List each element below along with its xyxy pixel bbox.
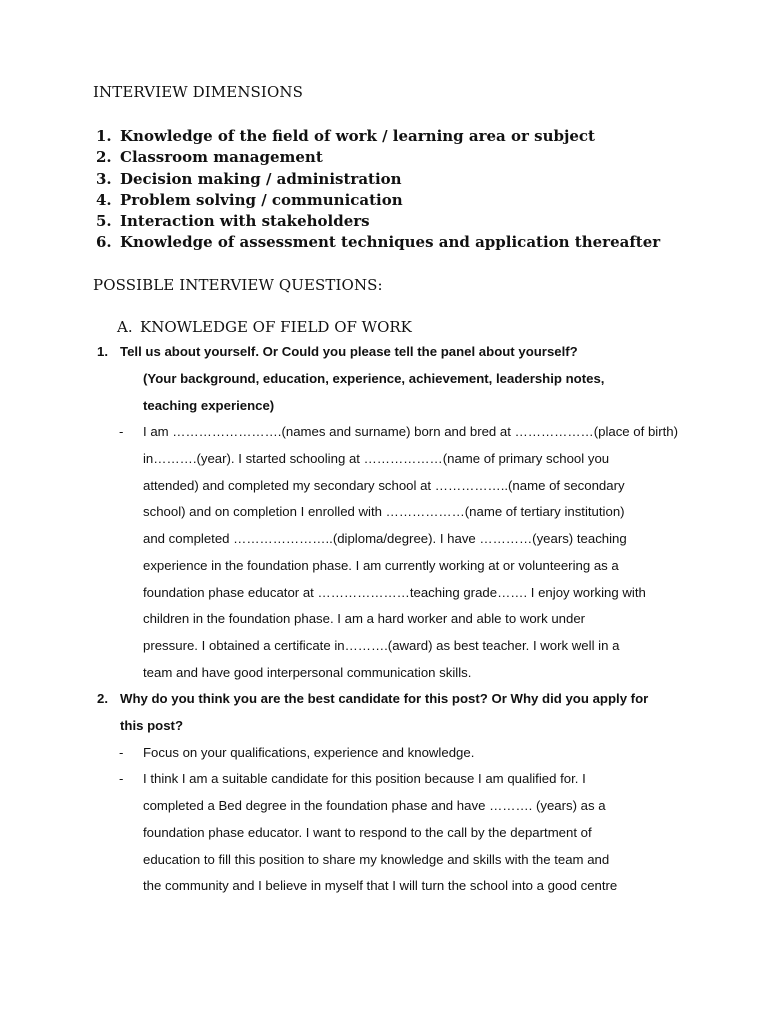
answer-line: team and have good interpersonal communication skills. bbox=[143, 665, 472, 680]
list-item: 4. Problem solving / communication bbox=[96, 190, 403, 209]
page-title: INTERVIEW DIMENSIONS bbox=[93, 83, 303, 101]
answer-line: the community and I believe in myself that I will turn the school into a good centre bbox=[143, 878, 618, 893]
answer-line: pressure. I obtained a certificate in……….(award) as best teacher. I work well in a bbox=[143, 638, 620, 653]
question-2-continued: this post? bbox=[120, 718, 184, 733]
answer-line: completed a Bed degree in the foundation phase and have ………. (years) as a bbox=[143, 798, 606, 813]
answer-point: Focus on your qualifications, experience and knowledge. bbox=[143, 745, 475, 760]
answer-line: school) and on completion I enrolled with ………………(name of tertiary institution) bbox=[143, 504, 625, 519]
questions-heading: POSSIBLE INTERVIEW QUESTIONS: bbox=[93, 276, 383, 294]
answer-line: foundation phase educator at …………………teaching grade……. I enjoy working with bbox=[143, 585, 646, 600]
list-item: 5. Interaction with stakeholders bbox=[96, 212, 370, 231]
answer-line: I am …………………….(names and surname) born and bred at ………………(place of birth) bbox=[143, 424, 679, 439]
answer-line: education to fill this position to share my knowledge and skills with the team and bbox=[143, 852, 610, 867]
answer-line: children in the foundation phase. I am a hard worker and able to work under bbox=[143, 611, 586, 626]
list-item: 2. Classroom management bbox=[96, 148, 323, 167]
bullet-dash: - bbox=[119, 745, 124, 760]
list-item: 3. Decision making / administration bbox=[96, 169, 402, 188]
question-1-note: (Your background, education, experience, achievement, leadership notes, bbox=[143, 371, 605, 386]
list-item: 1. Knowledge of the field of work / learning area or subject bbox=[96, 127, 595, 145]
bullet-dash: - bbox=[119, 771, 124, 786]
document-page: INTERVIEW DIMENSIONS 1. Knowledge of the field of work / learning area or subject 2. Classroom management 3. Decision making / administration 4. Problem solving / communication 5. Interaction with stakeholders 6. Knowledge of assessment techniques and application thereafter POSSIBLE INTERVIEW QUESTIONS: A. KNOWLEDGE OF FIELD OF WORK 1. Tell us about yourself. Or Could you please tell the panel about yourself? (Your background, education, experience, achievement, leadership notes, teaching experience) - I am …………………….(names and surname) born and bred at ………………(place of birth) in……….(year). I started schooling at ………………(name of primary school you attended) and completed my secondary school at ……………..(name of secondary school) and on completion I enrolled with ………………(name of tertiary institution) and completed …………………..(diploma/degree). I have …………(years) teaching experience in the foundation phase. I am currently working at or volunteering as a foundation phase educator at …………………teaching grade……. I enjoy working with children in the foundation phase. I am a hard worker and able to work under pressure. I obtained a certificate in……….(award) as best teacher. I work well in a team and have good interpersonal communication skills. 2. Why do you think you are the best candidate for this post? Or Why did you apply for this post? - Focus on your qualifications, experience and knowledge. - I think I am a suitable candidate for this position because I am qualified for. I completed a Bed degree in the foundation phase and have ………. (years) as a foundation phase educator. I want to respond to the call by the department of education to fill this position to share my knowledge and skills with the team and the community and I believe in myself that I will turn the school into a good centre bbox=[0, 0, 768, 1024]
answer-line: in……….(year). I started schooling at ………………(name of primary school you bbox=[143, 451, 610, 466]
question-1-note: teaching experience) bbox=[143, 398, 275, 413]
answer-line: and completed …………………..(diploma/degree). I have …………(years) teaching bbox=[143, 531, 627, 546]
list-item: 6. Knowledge of assessment techniques and application thereafter bbox=[96, 233, 661, 252]
bullet-dash: - bbox=[119, 424, 124, 439]
section-a-heading: A. KNOWLEDGE OF FIELD OF WORK bbox=[117, 318, 412, 336]
dimensions-list bbox=[96, 126, 660, 254]
answer-line: attended) and completed my secondary school at ……………..(name of secondary bbox=[143, 478, 625, 493]
answer-line: foundation phase educator. I want to respond to the call by the department of bbox=[143, 825, 592, 840]
answer-line: experience in the foundation phase. I am currently working at or volunteering as a bbox=[143, 558, 619, 573]
answer-line: I think I am a suitable candidate for this position because I am qualified for. I bbox=[143, 771, 586, 786]
